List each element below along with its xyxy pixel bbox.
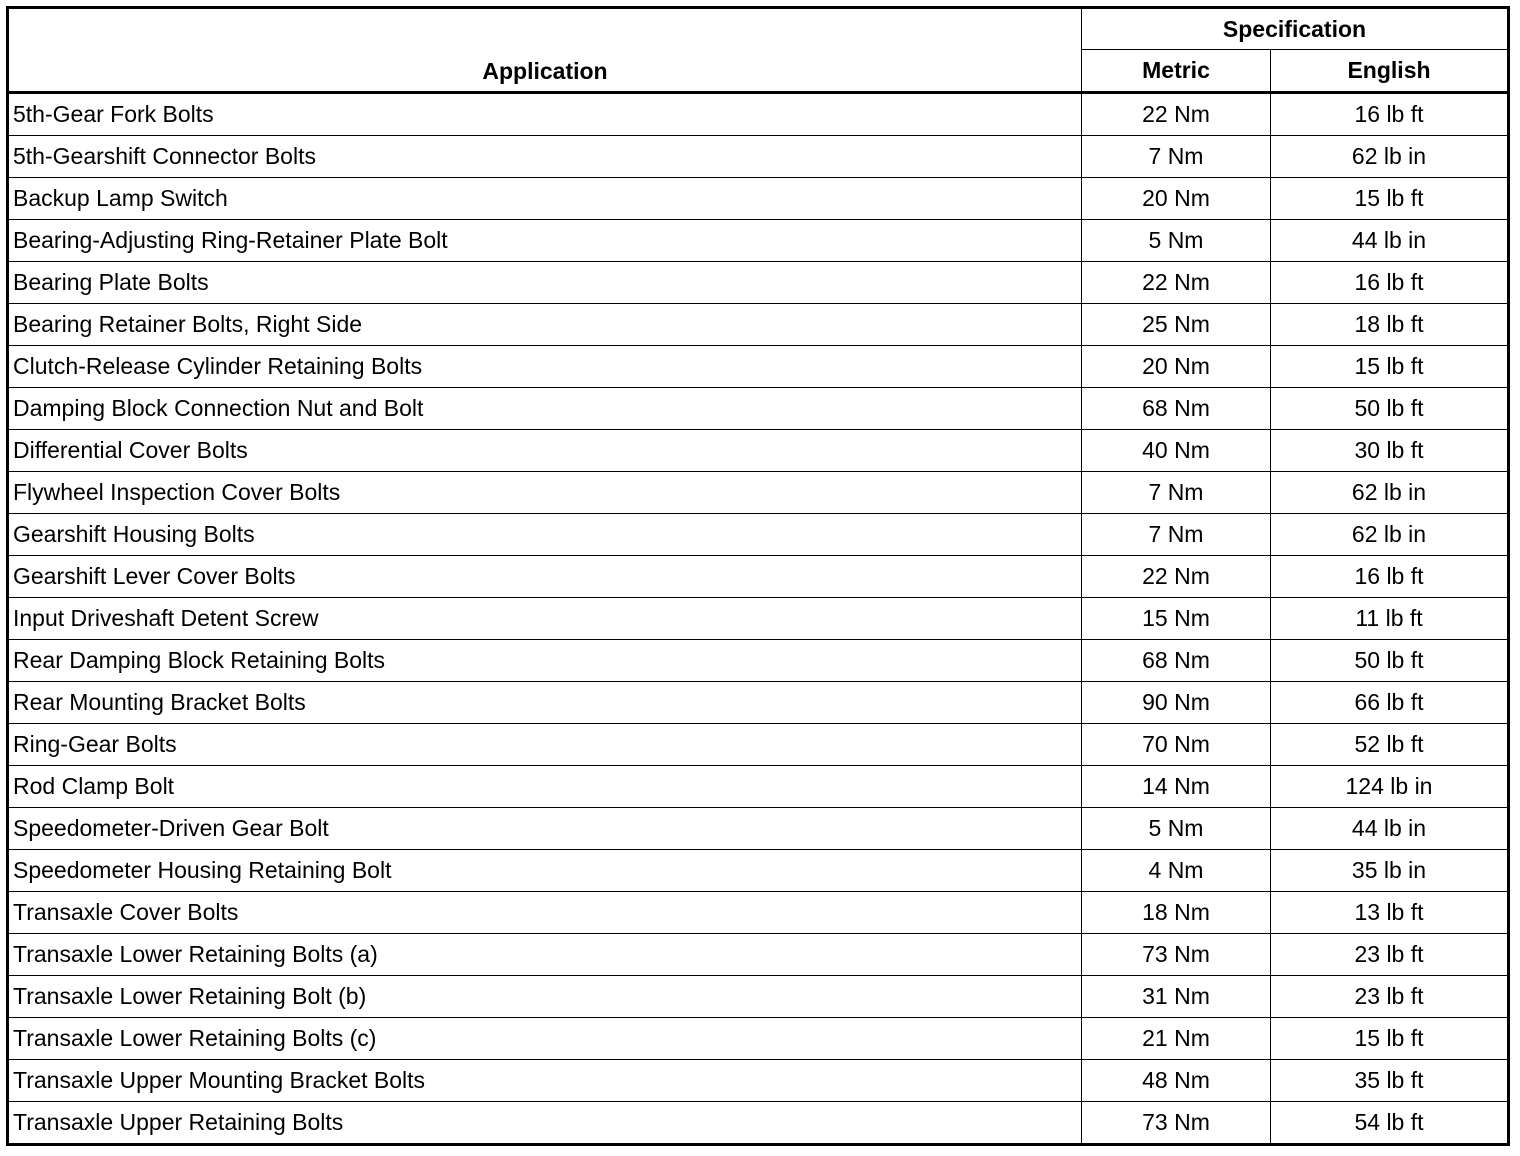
english-cell: 15 lb ft (1271, 1018, 1509, 1060)
table-row (8, 388, 1509, 430)
table-row (8, 682, 1509, 724)
metric-cell: 7 Nm (1082, 136, 1271, 178)
metric-cell: 20 Nm (1082, 346, 1271, 388)
metric-cell: 25 Nm (1082, 304, 1271, 346)
english-cell: 16 lb ft (1271, 93, 1509, 136)
application-cell: Transaxle Upper Mounting Bracket Bolts (8, 1060, 1082, 1102)
metric-cell: 40 Nm (1082, 430, 1271, 472)
application-cell: Rod Clamp Bolt (8, 766, 1082, 808)
table-row (8, 640, 1509, 682)
application-cell: Damping Block Connection Nut and Bolt (8, 388, 1082, 430)
english-cell: 66 lb ft (1271, 682, 1509, 724)
application-cell: Clutch-Release Cylinder Retaining Bolts (8, 346, 1082, 388)
metric-cell: 15 Nm (1082, 598, 1271, 640)
english-cell: 30 lb ft (1271, 430, 1509, 472)
english-cell: 62 lb in (1271, 472, 1509, 514)
application-column-header: Application (8, 8, 1082, 93)
application-cell: Transaxle Lower Retaining Bolts (a) (8, 934, 1082, 976)
application-cell: Input Driveshaft Detent Screw (8, 598, 1082, 640)
english-cell: 16 lb ft (1271, 556, 1509, 598)
application-cell: Ring-Gear Bolts (8, 724, 1082, 766)
english-cell: 13 lb ft (1271, 892, 1509, 934)
english-cell: 18 lb ft (1271, 304, 1509, 346)
metric-cell: 22 Nm (1082, 556, 1271, 598)
metric-cell: 68 Nm (1082, 640, 1271, 682)
metric-cell: 21 Nm (1082, 1018, 1271, 1060)
table-row (8, 304, 1509, 346)
table-row (8, 472, 1509, 514)
english-cell: 62 lb in (1271, 514, 1509, 556)
table-row (8, 1018, 1509, 1060)
table-row (8, 514, 1509, 556)
metric-column-header: Metric (1082, 50, 1271, 93)
application-cell: Transaxle Lower Retaining Bolt (b) (8, 976, 1082, 1018)
english-cell: 15 lb ft (1271, 178, 1509, 220)
table-row (8, 556, 1509, 598)
table-body (8, 93, 1509, 1145)
metric-cell: 68 Nm (1082, 388, 1271, 430)
english-cell: 62 lb in (1271, 136, 1509, 178)
table-row (8, 220, 1509, 262)
metric-cell: 14 Nm (1082, 766, 1271, 808)
metric-cell: 4 Nm (1082, 850, 1271, 892)
application-cell: Backup Lamp Switch (8, 178, 1082, 220)
english-cell: 15 lb ft (1271, 346, 1509, 388)
table-row (8, 850, 1509, 892)
application-cell: Speedometer Housing Retaining Bolt (8, 850, 1082, 892)
application-cell: Transaxle Upper Retaining Bolts (8, 1102, 1082, 1145)
application-cell: Bearing Plate Bolts (8, 262, 1082, 304)
english-cell: 35 lb ft (1271, 1060, 1509, 1102)
english-cell: 50 lb ft (1271, 388, 1509, 430)
metric-cell: 70 Nm (1082, 724, 1271, 766)
application-cell: Speedometer-Driven Gear Bolt (8, 808, 1082, 850)
metric-cell: 18 Nm (1082, 892, 1271, 934)
application-cell: Bearing Retainer Bolts, Right Side (8, 304, 1082, 346)
application-cell: Differential Cover Bolts (8, 430, 1082, 472)
english-cell: 44 lb in (1271, 220, 1509, 262)
metric-cell: 22 Nm (1082, 93, 1271, 136)
metric-cell: 73 Nm (1082, 934, 1271, 976)
english-cell: 52 lb ft (1271, 724, 1509, 766)
table-row (8, 934, 1509, 976)
metric-cell: 73 Nm (1082, 1102, 1271, 1145)
application-cell: Flywheel Inspection Cover Bolts (8, 472, 1082, 514)
application-cell: 5th-Gear Fork Bolts (8, 93, 1082, 136)
application-cell: Gearshift Housing Bolts (8, 514, 1082, 556)
table-row (8, 262, 1509, 304)
table-row (8, 808, 1509, 850)
table-row (8, 766, 1509, 808)
english-cell: 35 lb in (1271, 850, 1509, 892)
metric-cell: 5 Nm (1082, 220, 1271, 262)
english-column-header: English (1271, 50, 1509, 93)
english-cell: 23 lb ft (1271, 976, 1509, 1018)
metric-cell: 31 Nm (1082, 976, 1271, 1018)
metric-cell: 5 Nm (1082, 808, 1271, 850)
table-row (8, 1060, 1509, 1102)
english-cell: 124 lb in (1271, 766, 1509, 808)
application-cell: Gearshift Lever Cover Bolts (8, 556, 1082, 598)
table-row (8, 178, 1509, 220)
english-cell: 23 lb ft (1271, 934, 1509, 976)
application-cell: Transaxle Cover Bolts (8, 892, 1082, 934)
table-row (8, 724, 1509, 766)
application-cell: Rear Damping Block Retaining Bolts (8, 640, 1082, 682)
table-row (8, 892, 1509, 934)
english-cell: 16 lb ft (1271, 262, 1509, 304)
table-row (8, 976, 1509, 1018)
table-header (8, 8, 1509, 93)
table-row (8, 598, 1509, 640)
table-row (8, 136, 1509, 178)
header-row-top (8, 8, 1509, 50)
specification-group-header: Specification (1082, 8, 1509, 50)
table-row (8, 1102, 1509, 1145)
english-cell: 50 lb ft (1271, 640, 1509, 682)
metric-cell: 22 Nm (1082, 262, 1271, 304)
metric-cell: 20 Nm (1082, 178, 1271, 220)
application-cell: Bearing-Adjusting Ring-Retainer Plate Bolt (8, 220, 1082, 262)
torque-specification-table (6, 6, 1510, 1146)
metric-cell: 90 Nm (1082, 682, 1271, 724)
table-row (8, 346, 1509, 388)
metric-cell: 48 Nm (1082, 1060, 1271, 1102)
table-row (8, 430, 1509, 472)
metric-cell: 7 Nm (1082, 472, 1271, 514)
application-cell: 5th-Gearshift Connector Bolts (8, 136, 1082, 178)
english-cell: 44 lb in (1271, 808, 1509, 850)
application-cell: Transaxle Lower Retaining Bolts (c) (8, 1018, 1082, 1060)
application-cell: Rear Mounting Bracket Bolts (8, 682, 1082, 724)
english-cell: 11 lb ft (1271, 598, 1509, 640)
english-cell: 54 lb ft (1271, 1102, 1509, 1145)
table-row (8, 93, 1509, 136)
metric-cell: 7 Nm (1082, 514, 1271, 556)
